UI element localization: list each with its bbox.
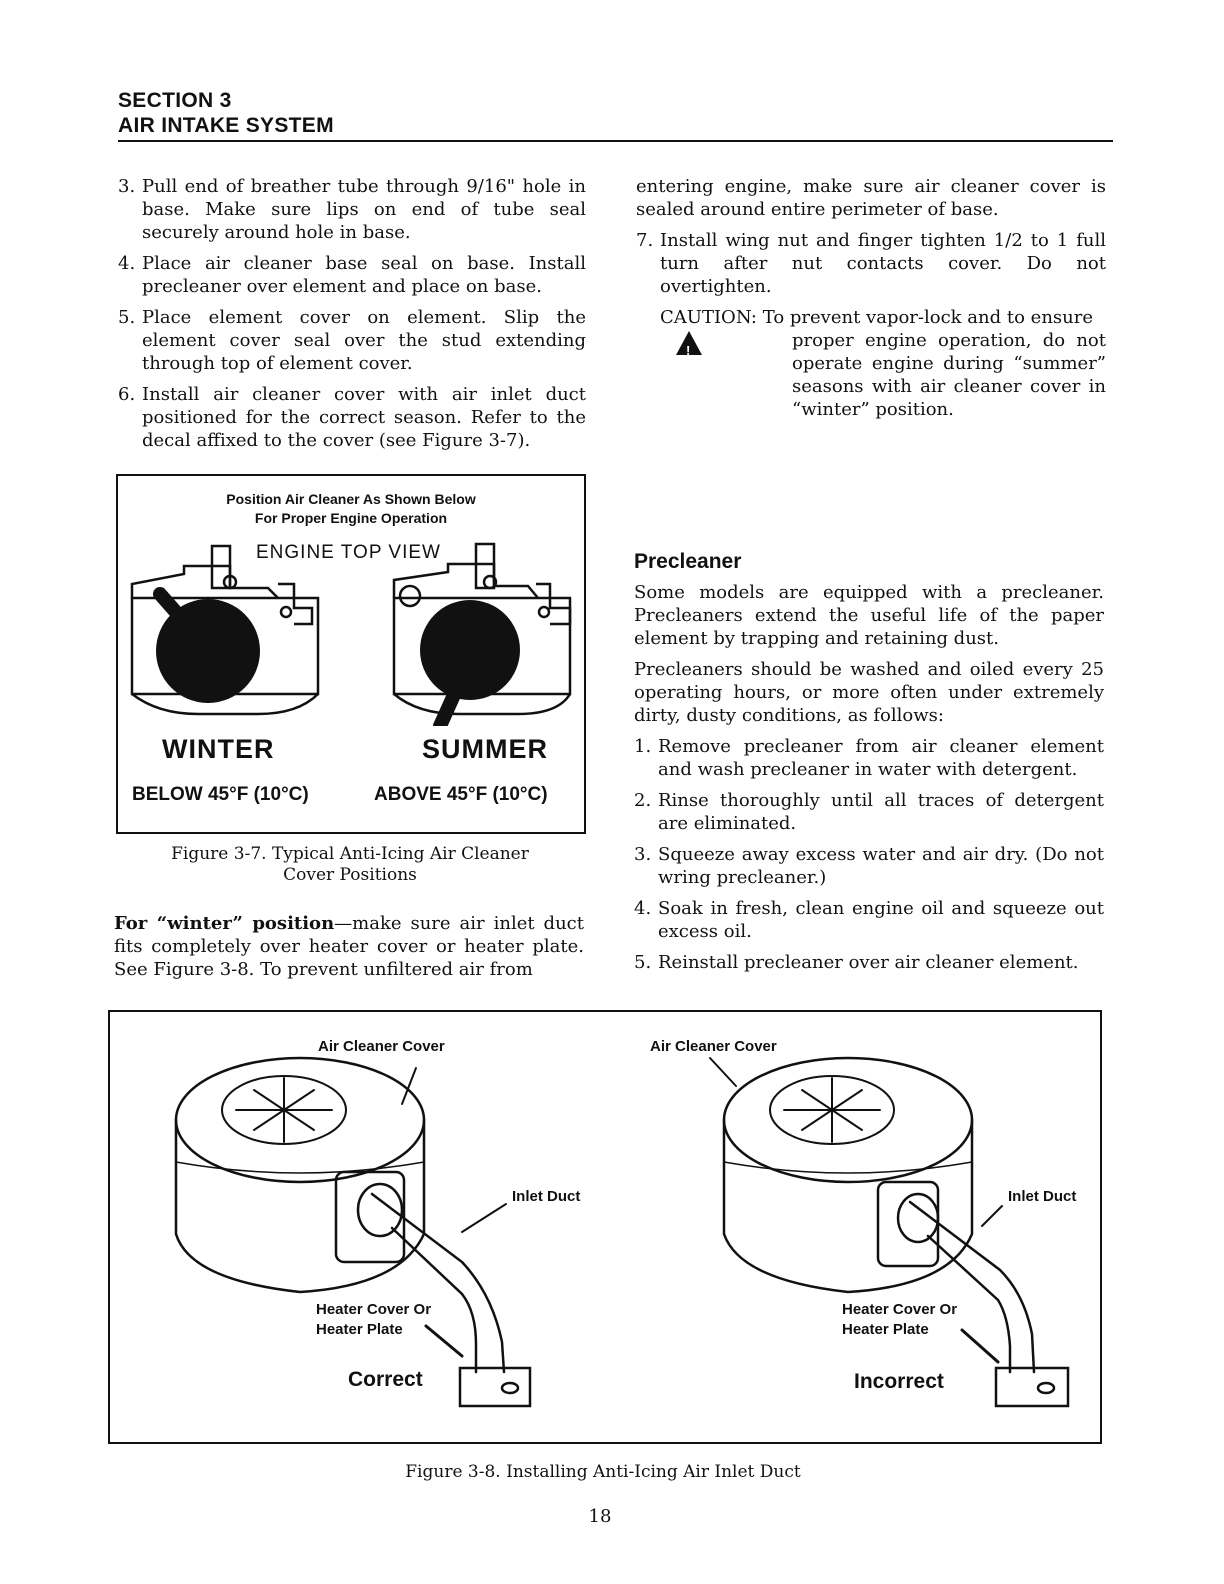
heater-label-incorrect: Heater Cover Or Heater Plate: [842, 1301, 958, 1338]
air-cleaner-drawing: [110, 1012, 1100, 1442]
list-item: 1. Remove precleaner from air cleaner element and wash precleaner in water with detergent.: [634, 736, 1104, 780]
summer-label: SUMMER: [422, 734, 548, 764]
precleaner-para-2: Precleaners should be washed and oiled every 25 operating hours, or more often under extremely dirty, dusty conditions, as follows:: [634, 659, 1104, 726]
figure-3-7-caption: Figure 3-7. Typical Anti-Icing Air Cleaner Cover Positions: [171, 844, 529, 885]
duct-label-incorrect: Inlet Duct: [1008, 1188, 1077, 1205]
summer-temperature: ABOVE 45°F (10°C): [374, 784, 548, 805]
list-item: 5. Place element cover on element. Slip the element cover seal over the stud extending through top of element cover.: [118, 307, 586, 374]
precleaner-heading: Precleaner: [634, 550, 742, 573]
figure-3-8: [108, 1010, 1102, 1444]
figure-3-8-caption: Figure 3-8. Installing Anti-Icing Air Inlet Duct: [405, 1462, 801, 1482]
winter-position-text: —make sure air inlet duct fits completely over heater cover or heater plate. See Figure 3-8. To prevent unfiltered air from: [114, 913, 584, 980]
list-item: 3. Pull end of breather tube through 9/16" hole in base. Make sure lips on end of tube seal securely around hole in base.: [118, 176, 586, 243]
precleaner-section: [634, 550, 1104, 982]
engine-top-view-label: ENGINE TOP VIEW: [256, 542, 441, 563]
engine-top-view-drawing: [118, 536, 584, 726]
list-item: 5. Reinstall precleaner over air cleaner element.: [634, 952, 1079, 973]
continuation-text: entering engine, make sure air cleaner cover is sealed around entire perimeter of base.: [636, 176, 1106, 220]
caution-text: proper engine operation, do not operate engine during “summer” seasons with air cleaner cover in “winter” position.: [792, 330, 1106, 420]
right-column-top: [636, 175, 1106, 421]
cover-label-correct: Air Cleaner Cover: [318, 1038, 445, 1055]
correct-label: Correct: [348, 1368, 423, 1391]
winter-temperature: BELOW 45°F (10°C): [132, 784, 309, 805]
warning-icon: !: [676, 331, 702, 355]
precleaner-para-1: Some models are equipped with a precleaner. Precleaners extend the useful life of the paper element by trapping and retaining dust.: [634, 582, 1104, 649]
left-steps: [118, 175, 586, 460]
winter-position-paragraph: [114, 912, 584, 981]
duct-label-correct: Inlet Duct: [512, 1188, 581, 1205]
section-title: AIR INTAKE SYSTEM: [118, 114, 334, 137]
winter-label: WINTER: [162, 734, 275, 764]
incorrect-label: Incorrect: [854, 1370, 944, 1393]
list-item: 6. Install air cleaner cover with air inlet duct positioned for the correct season. Refer to the decal affixed to the cover (see Figure 3-7).: [118, 384, 586, 451]
heater-label-correct: Heater Cover Or Heater Plate: [316, 1301, 432, 1338]
section-header: [118, 88, 1113, 142]
cover-label-incorrect: Air Cleaner Cover: [650, 1038, 777, 1055]
figure-instructions: Position Air Cleaner As Shown Below For Proper Engine Operation: [226, 491, 476, 526]
list-item: 2. Rinse thoroughly until all traces of detergent are eliminated.: [634, 790, 1104, 834]
list-item: 4. Soak in fresh, clean engine oil and squeeze out excess oil.: [634, 898, 1104, 942]
page-number: 18: [588, 1506, 612, 1527]
caution-label: CAUTION:: [660, 307, 757, 328]
winter-position-lead: For “winter” position: [114, 913, 335, 934]
list-item: 4. Place air cleaner base seal on base. Install precleaner over element and place on base.: [118, 253, 586, 297]
section-number: SECTION 3: [118, 89, 232, 112]
list-item: 7. Install wing nut and finger tighten 1/2 to 1 full turn after nut contacts cover. Do not overtighten.: [636, 230, 1106, 297]
caution-text-first: To prevent vapor-lock and to ensure: [762, 307, 1093, 328]
list-item: 3. Squeeze away excess water and air dry. (Do not wring precleaner.): [634, 844, 1104, 888]
caution-block: [660, 306, 1106, 421]
figure-3-7: [116, 474, 586, 834]
